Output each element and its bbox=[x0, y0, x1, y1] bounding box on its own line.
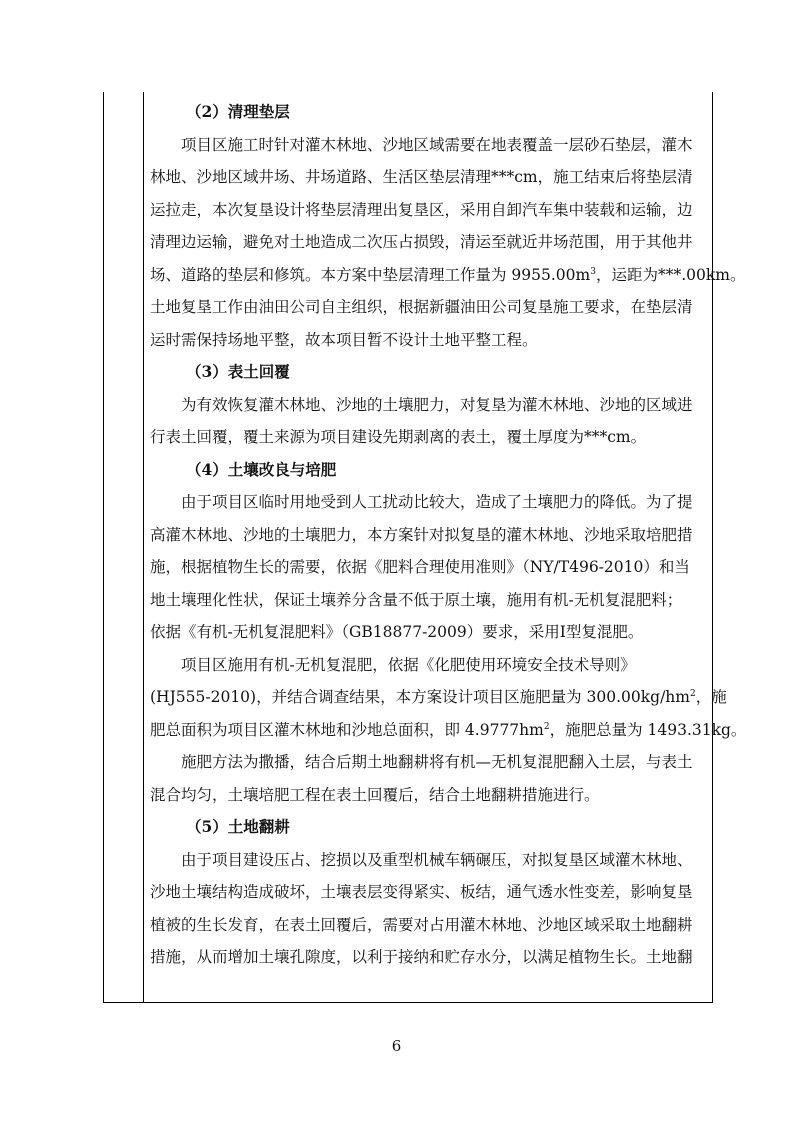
section-heading-clear-cushion: （2）清理垫层 bbox=[186, 102, 290, 121]
text-line: 措施，从而增加土壤孔隙度，以利于接纳和贮存水分，以满足植物生长。土地翻 bbox=[150, 948, 693, 966]
text-fragment: 场、道路的垫层和修筑。本方案中垫层清理工作量为 9955.00m bbox=[150, 265, 591, 284]
text-line: 混合均匀，土壤培肥工程在表土回覆后，结合土地翻耕措施进行。 bbox=[150, 785, 600, 804]
text-line: 项目区施用有机-无机复混肥，依据《化肥使用环境安全技术导则》 bbox=[181, 655, 636, 674]
text-line: 施，根据植物生长的需要，依据《肥料合理使用准则》（NY/T496-2010）和当 bbox=[150, 558, 690, 576]
section-heading-topsoil: （3）表土回覆 bbox=[186, 362, 290, 381]
text-line-rate bbox=[150, 681, 727, 714]
text-line: 运拉走，本次复垦设计将垫层清理出复垦区，采用自卸汽车集中装载和运输，边 bbox=[150, 200, 693, 219]
document-body bbox=[150, 96, 747, 974]
text-line: 土地复垦工作由油田公司自主组织，根据新疆油田公司复垦施工要求，在垫层清 bbox=[150, 298, 693, 316]
text-line: 施肥方法为撒播，结合后期土地翻耕将有机—无机复混肥翻入土层，与表土 bbox=[181, 753, 693, 771]
text-fragment: 肥总面积为项目区灌木林地和沙地总面积，即 4.9777hm bbox=[150, 720, 544, 739]
superscript: 2 bbox=[543, 721, 550, 732]
text-line: 项目区施工时针对灌木林地、沙地区域需要在地表覆盖一层砂石垫层，灌木 bbox=[181, 135, 693, 154]
page-number: 6 bbox=[391, 1037, 402, 1055]
text-line: 林地、沙地区域井场、井场道路、生活区垫层清理***cm，施工结束后将垫层清 bbox=[150, 168, 693, 186]
text-fragment: ，施肥总量为 1493.31kg。 bbox=[549, 720, 747, 739]
superscript: 2 bbox=[689, 688, 696, 699]
text-line: 植被的生长发育，在表土回覆后，需要对占用灌木林地、沙地区域采取土地翻耕 bbox=[150, 915, 693, 934]
text-line-area bbox=[150, 714, 747, 747]
text-fragment: ，施 bbox=[695, 688, 727, 706]
column-divider bbox=[143, 92, 144, 1002]
text-fragment: (HJ555-2010)，并结合调查结果，本方案设计项目区施肥量为 300.00kg/hm bbox=[150, 688, 690, 706]
text-line: 沙地土壤结构造成破坏，土壤表层变得紧实、板结，通气透水性变差，影响复垦 bbox=[150, 883, 693, 901]
text-fragment: ，运距为***.00km。 bbox=[595, 265, 746, 284]
text-line: 由于项目区临时用地受到人工扰动比较大，造成了土壤肥力的降低。为了提 bbox=[181, 493, 693, 511]
text-line: 依据《有机-无机复混肥料》（GB18877-2009）要求，采用Ⅰ型复混肥。 bbox=[150, 623, 644, 641]
section-heading-soil-improvement: （4）土壤改良与培肥 bbox=[186, 459, 337, 479]
text-line: 运时需保持场地平整，故本项目暂不设计土地平整工程。 bbox=[150, 330, 538, 349]
text-line: 清理边运输，避免对土地造成二次压占损毁，清运至就近井场范围，用于其他井 bbox=[150, 233, 693, 251]
section-heading-tillage: （5）土地翻耕 bbox=[186, 817, 290, 836]
text-line: 由于项目建设压占、挖损以及重型机械车辆碾压，对拟复垦区域灌木林地、 bbox=[181, 850, 693, 869]
text-line: 为有效恢复灌木林地、沙地的土壤肥力，对复垦为灌木林地、沙地的区域进 bbox=[181, 395, 693, 414]
text-line: 行表土回覆，覆土来源为项目建设先期剥离的表土，覆土厚度为***cm。 bbox=[150, 428, 647, 446]
text-line: 地土壤理化性状，保证土壤养分含量不低于原土壤，施用有机-无机复混肥料； bbox=[150, 590, 683, 609]
superscript: 3 bbox=[590, 266, 596, 277]
text-line: 高灌木林地、沙地的土壤肥力，本方案针对拟复垦的灌木林地、沙地采取培肥措 bbox=[150, 525, 693, 544]
text-line-volume bbox=[150, 259, 746, 292]
